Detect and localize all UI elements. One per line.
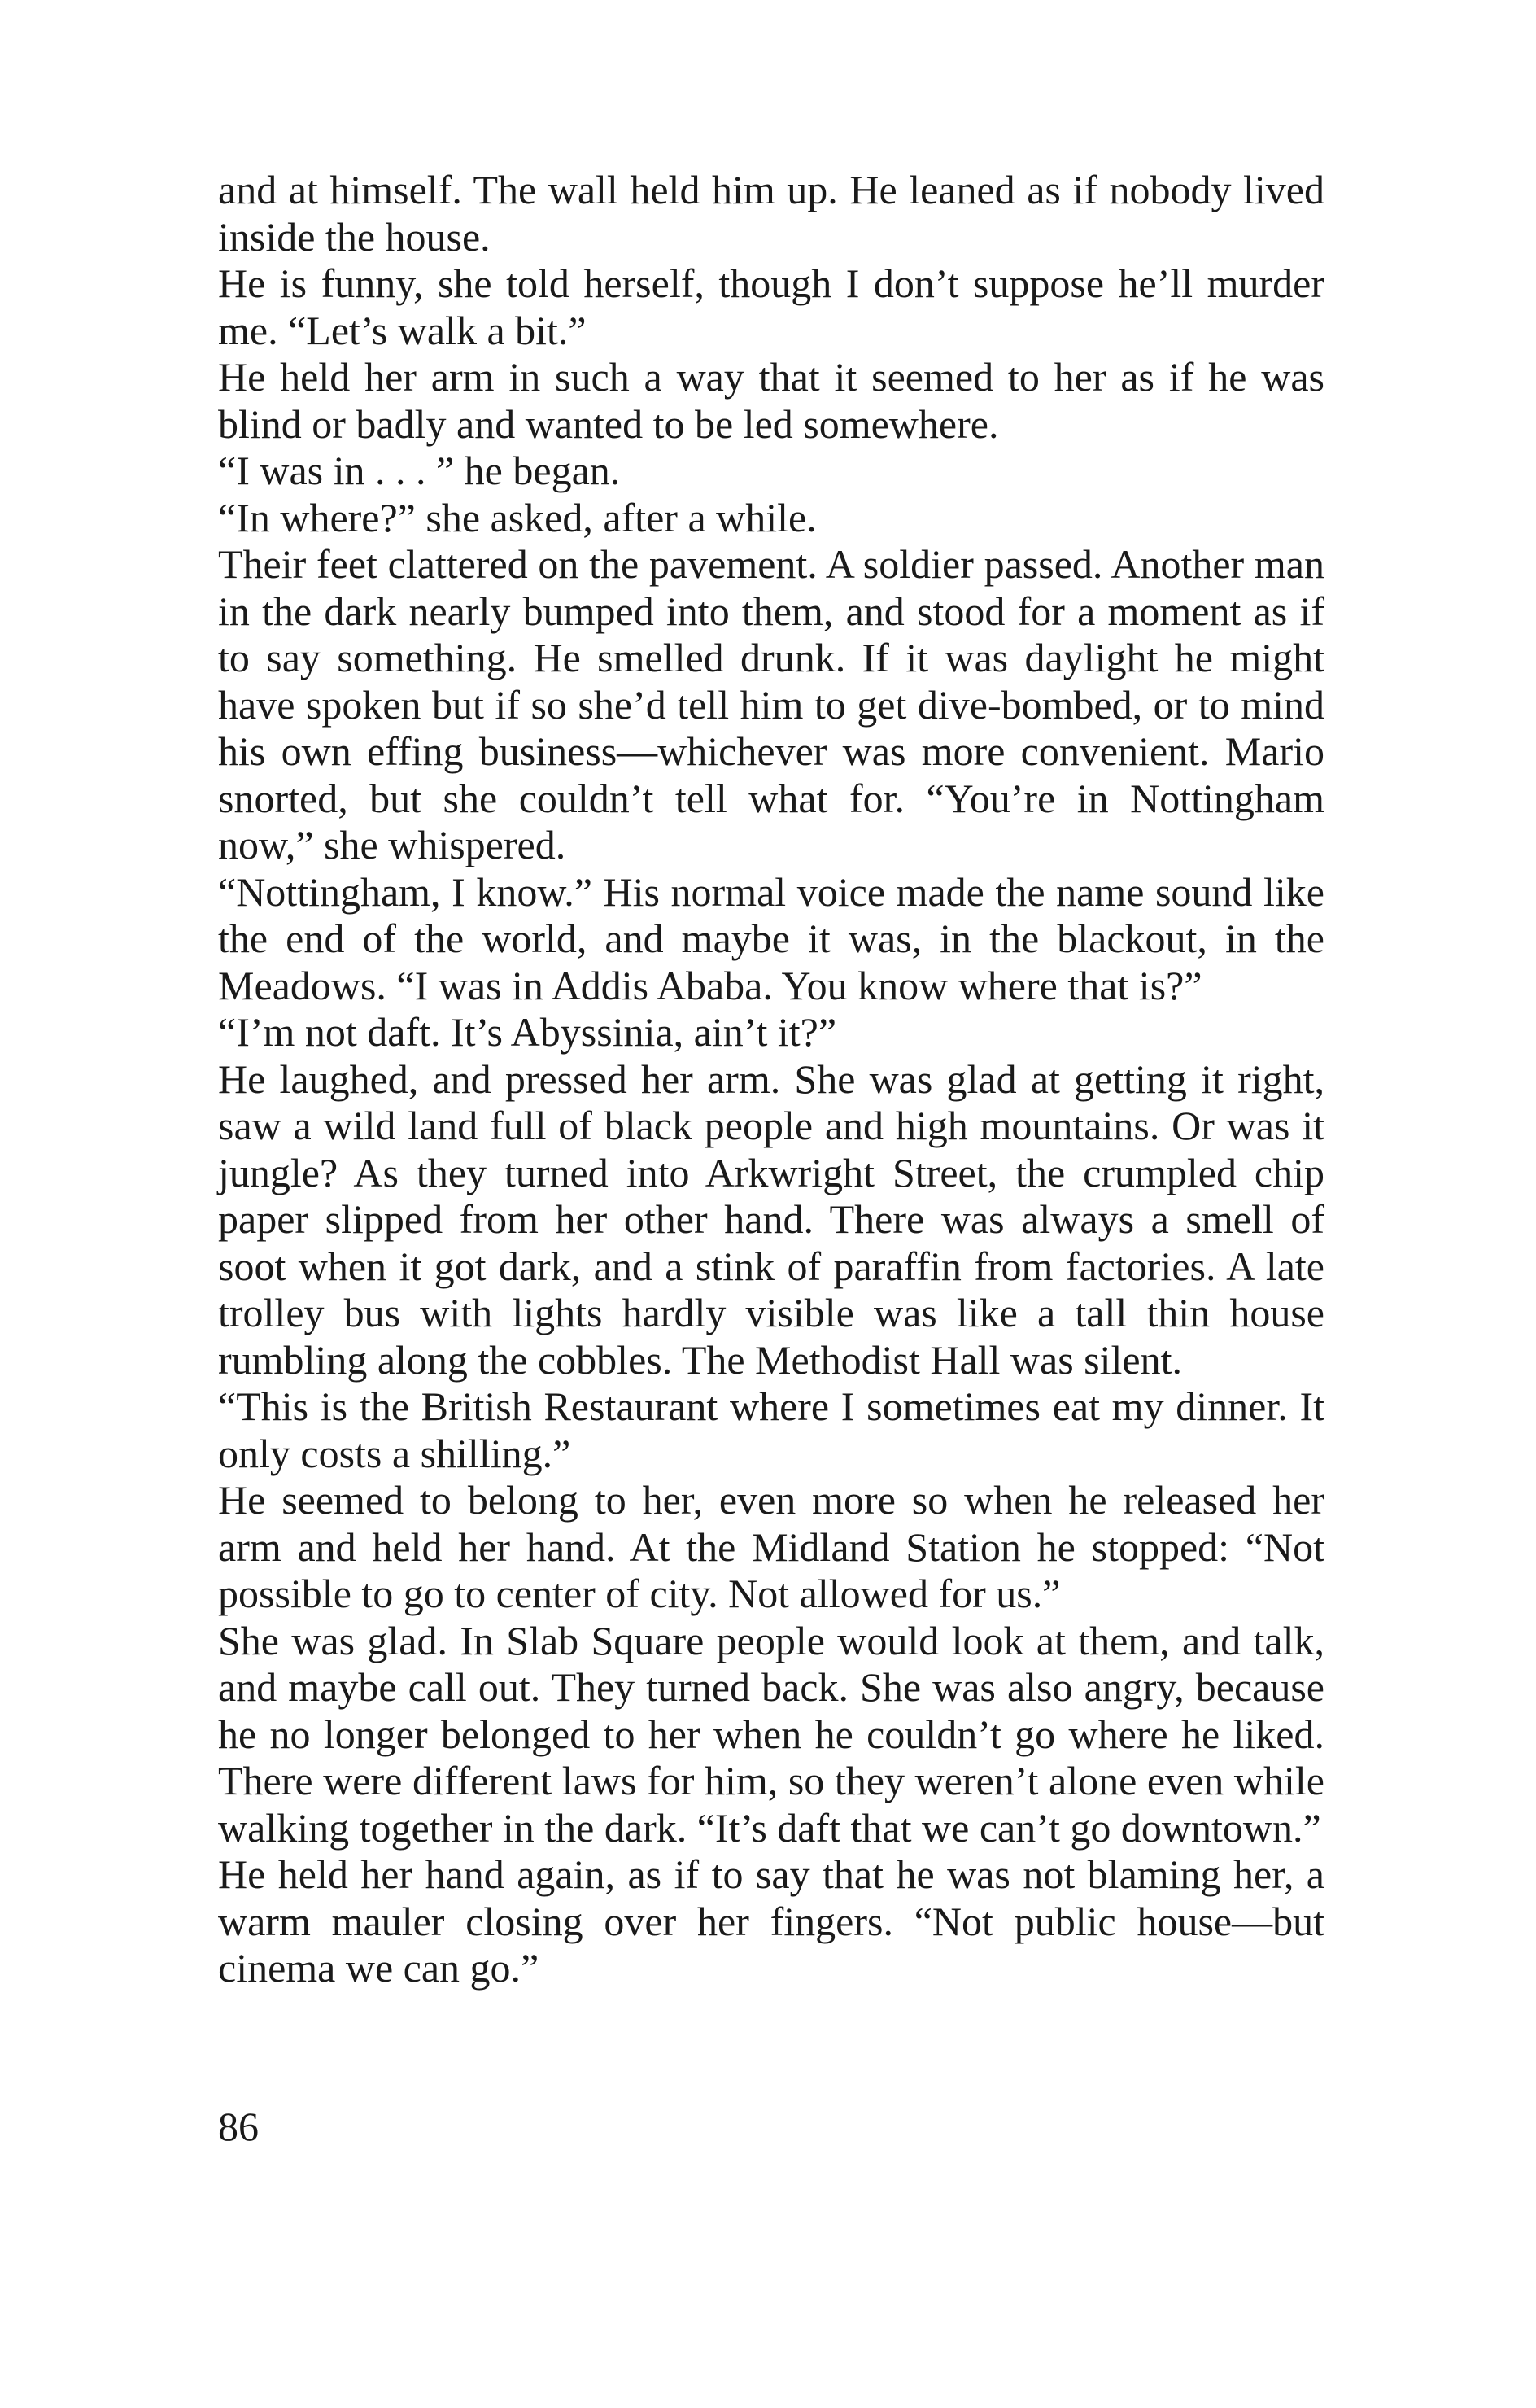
paragraph-9: He laughed, and pressed her arm. She was glad at getting it right, saw a wild land full of black people and high mountains. Or was it jungle? As they turned into Arkwright Street, the crumpled chip paper slipped from her other hand. There was always a smell of soot when it got dark, and a stink of paraffin from factories. A late trolley bus with lights hardly visible was like a tall thin house rumbling along the cobbles. The Methodist Hall was silent. — [218, 1055, 1324, 1383]
paragraph-5: “In where?” she asked, after a while. — [218, 494, 817, 540]
paragraph-12: She was glad. In Slab Square people would look at them, and talk, and maybe call out. They turned back. She was also angry, because he no longer belonged to her when he couldn’t go where he liked. There were different laws for him, so they weren’t alone even while walking together in the dark. “It’s daft that we can’t go downtown.” — [218, 1617, 1324, 1851]
paragraph-1: and at himself. The wall held him up. He leaned as if nobody lived inside the house. — [218, 167, 1324, 260]
paragraph-2: He is funny, she told herself, though I don’t suppose he’ll murder me. “Let’s walk a bit.” — [218, 260, 1324, 353]
paragraph-7: “Nottingham, I know.” His normal voice made the name sound like the end of the world, and maybe it was, in the blackout, in the Meadows. “I was in Addis Ababa. You know where that is?” — [218, 868, 1324, 1008]
paragraph-13: He held her hand again, as if to say that he was not blaming her, a warm mauler closing over her fingers. “Not public house—but cinema we can go.” — [218, 1851, 1324, 1991]
page-number: 86 — [218, 2104, 259, 2149]
paragraph-3: He held her arm in such a way that it seemed to her as if he was blind or badly and wanted to be led somewhere. — [218, 354, 1324, 447]
paragraph-10: “This is the British Restaurant where I sometimes eat my dinner. It only costs a shilling.” — [218, 1383, 1324, 1476]
paragraph-4: “I was in . . . ” he began. — [218, 448, 621, 493]
paragraph-8: “I’m not daft. It’s Abyssinia, ain’t it?” — [218, 1009, 837, 1055]
paragraph-11: He seemed to belong to her, even more so when he released her arm and held her hand. At the Midland Station he stopped: “Not possible to go to center of city. Not allowed for us.” — [218, 1477, 1324, 1616]
paragraph-6: Their feet clattered on the pavement. A soldier passed. Another man in the dark nearly bumped into them, and stood for a moment as if to say something. He smelled drunk. If it was daylight he might have spoken but if so she’d tell him to get dive-bombed, or to mind his own effing business—whichever was more convenient. Mario snorted, but she couldn’t tell what for. “You’re in Nottingham now,” she whispered. — [218, 541, 1324, 867]
body-text — [218, 167, 1324, 1992]
